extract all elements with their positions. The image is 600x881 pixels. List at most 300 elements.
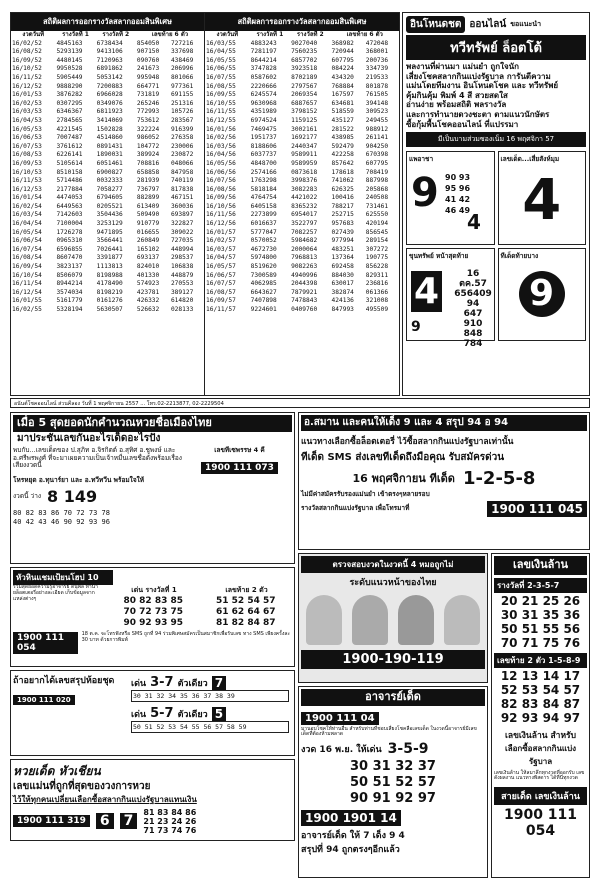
result-row <box>11 220 204 229</box>
result-cell: 4480145 <box>56 56 83 64</box>
side-grid-1 <box>494 594 587 650</box>
result-row <box>205 306 399 315</box>
tile-caption: ทีเด็ดท้ายบาง <box>500 251 539 260</box>
result-cell: 105726 <box>170 108 194 116</box>
result-row <box>11 143 204 152</box>
result-cell: 334739 <box>365 65 389 73</box>
result-cell: 16/02/55 <box>12 306 42 313</box>
ajarn-draw-num: 3-5-9 <box>387 741 429 758</box>
result-cell: 16/07/56 <box>206 177 236 185</box>
result-cell: 422258 <box>331 151 354 159</box>
result-cell: 957683 <box>331 220 354 228</box>
result-cell: 9471895 <box>96 228 123 236</box>
tile-caption: แพอาชา <box>409 155 434 164</box>
result-cell: 0161276 <box>96 297 123 305</box>
result-row <box>11 91 204 100</box>
section-check <box>298 553 488 683</box>
result-cell: 8702189 <box>291 73 318 81</box>
left-column <box>10 412 295 844</box>
result-cell: 4848700 <box>250 159 277 167</box>
result-cell: 910779 <box>136 220 160 228</box>
result-row <box>11 134 204 143</box>
result-cell: 16/05/56 <box>206 159 236 167</box>
line-5: รางวัลสลากกินแบ่งรัฐบาล เพื่อโทรมาที่ <box>301 504 410 513</box>
result-cell: 165102 <box>136 245 160 253</box>
result-row <box>11 65 204 74</box>
result-cell: 904250 <box>365 142 389 150</box>
result-cell: 7560235 <box>291 48 318 56</box>
result-cell: 16/06/55 <box>206 65 236 73</box>
results-tables <box>10 12 400 396</box>
result-cell: 3002161 <box>291 125 318 133</box>
sec4-phone: 1900 111 319 <box>13 815 90 827</box>
grid-row: 81 83 84 86 <box>143 807 197 817</box>
result-cell: 3876282 <box>56 91 83 99</box>
result-cell: 5984682 <box>291 237 318 245</box>
result-cell: 16/04/53 <box>12 116 42 124</box>
result-cell: 16/12/55 <box>206 116 236 124</box>
result-cell: 16/07/57 <box>206 280 236 288</box>
tile-num: 46 49 <box>445 206 471 216</box>
result-cell: 8607470 <box>56 254 83 262</box>
mid-title: ตรวจสอบงวดในงวดนี้ 4 หมอถูกไม่ <box>301 556 485 573</box>
result-cell: 854050 <box>136 39 160 47</box>
side-phone-label: สายเด็ด เลขเงินล้าน <box>494 787 587 805</box>
ad-line: แม่นโดยทีมงาน อินโหนดโชค และ ทวีทรัพย์ <box>406 81 559 91</box>
result-cell: 740119 <box>170 177 194 185</box>
result-cell: 16/10/53 <box>12 168 42 176</box>
result-cell: 817838 <box>170 185 194 193</box>
result-cell: 16/01/57 <box>206 228 236 236</box>
result-cell: 801066 <box>170 73 194 81</box>
result-cell: 788217 <box>331 202 354 210</box>
result-cell: 16/11/52 <box>12 73 42 81</box>
result-cell: 3082283 <box>291 185 318 193</box>
tile-num: 16 ตค.57 <box>459 268 487 289</box>
result-cell: 4421022 <box>291 194 318 202</box>
result-cell: 0587602 <box>250 73 277 81</box>
result-cell: 693137 <box>136 254 160 262</box>
result-row <box>205 57 399 66</box>
single-digit: 7 <box>212 676 226 690</box>
side-phone: 1900 111 054 <box>503 807 578 840</box>
result-cell: 16/06/56 <box>206 168 236 176</box>
result-row <box>205 65 399 74</box>
result-cell: 298537 <box>170 254 194 262</box>
result-cell: 625550 <box>365 211 389 219</box>
result-row <box>11 272 204 281</box>
result-cell: 6449563 <box>56 202 83 210</box>
result-cell: 240508 <box>365 194 389 202</box>
result-cell: 16/05/57 <box>206 263 236 271</box>
result-cell: 16/03/55 <box>206 39 236 47</box>
result-cell: 7100004 <box>56 220 83 228</box>
ad-line: คุ้มกินคุ้ม พิมพ์ 4 สี สวยสดใส <box>406 90 508 100</box>
result-cell: 634681 <box>331 99 354 107</box>
result-cell: 5630507 <box>96 306 123 313</box>
result-row <box>11 83 204 92</box>
result-row <box>205 194 399 203</box>
result-cell: 9888290 <box>56 82 83 90</box>
result-cell: 0307295 <box>56 99 83 107</box>
grid-row: 30 31 35 36 <box>500 607 581 622</box>
result-cell: 016655 <box>136 228 160 236</box>
result-cell: 16/05/55 <box>206 56 236 64</box>
tile-caption: เลขเด็ด...เสี่ยสังห์มุม <box>500 155 560 164</box>
result-row <box>205 169 399 178</box>
result-cell: 741062 <box>331 177 354 185</box>
result-cell: 281522 <box>331 125 354 133</box>
result-cell: 4062985 <box>250 280 277 288</box>
ad-line: ซื้อกุ้มพื้นโชคออนไลน์ ที่แปรรมา <box>406 119 519 129</box>
result-cell: 16/10/54 <box>12 271 42 279</box>
grid-row: 90 91 92 97 <box>350 791 436 807</box>
result-cell: 8944214 <box>56 280 83 288</box>
result-cell: 884030 <box>331 271 354 279</box>
result-cell: 692458 <box>331 263 354 271</box>
result-cell: 2574166 <box>250 168 277 176</box>
result-cell: 708419 <box>365 168 389 176</box>
side-label-1: รางวัลที่ 2-3-5-7 <box>494 578 587 593</box>
result-row <box>11 126 204 135</box>
result-row <box>205 91 399 100</box>
grid-row: 52 53 54 57 <box>500 682 581 697</box>
ad-date-pill: มีเป็นบามส่วมซองเน็ม 16 พฤศจิกา 57 <box>406 132 586 147</box>
den-number: 3-7 <box>150 675 174 690</box>
result-cell: 526632 <box>136 306 160 313</box>
result-cell: 708816 <box>136 159 160 167</box>
result-cell: 260849 <box>136 237 160 245</box>
result-cell: 995948 <box>136 73 160 81</box>
result-cell: 16/09/53 <box>12 159 42 167</box>
result-cell: 394148 <box>365 99 389 107</box>
result-cell: 3504436 <box>96 211 123 219</box>
info-strip: อนันต์โชคออนไลน์ ส่วนคีลอง วันที่ 1 พฤศจิกายน 2557 ... โทร.02-2213877, 02-2229504 <box>10 398 590 408</box>
ad-logo <box>406 16 586 33</box>
ad-big-name: ทวีทรัพย์ ล็อตโต้ <box>406 35 586 60</box>
result-cell: 236816 <box>365 280 389 288</box>
section-five-experts <box>10 412 295 564</box>
grid-row: 51 52 54 57 <box>216 596 276 606</box>
result-row <box>11 57 204 66</box>
result-cell: 8519620 <box>250 263 277 271</box>
result-cell: 727035 <box>170 237 194 245</box>
result-cell: 2220666 <box>250 82 277 90</box>
result-cell: 16/12/54 <box>12 288 42 296</box>
result-cell: 16/01/53 <box>12 91 42 99</box>
result-cell: 720944 <box>331 48 354 56</box>
label-den: เด่น <box>131 678 147 689</box>
result-cell: 5053142 <box>96 73 123 81</box>
result-cell: 389127 <box>170 288 194 296</box>
section-huahin <box>10 567 295 667</box>
result-cell: 7879921 <box>291 288 318 296</box>
result-cell: 0349076 <box>96 99 123 107</box>
result-cell: 16/11/57 <box>206 306 236 313</box>
result-cell: 3414069 <box>96 116 123 124</box>
person-photo <box>306 595 342 645</box>
result-cell: 048066 <box>170 159 194 167</box>
result-cell: 438469 <box>170 56 194 64</box>
result-row <box>205 117 399 126</box>
grid-row: 80 82 83 86 70 72 73 78 <box>13 509 110 518</box>
line-4: ไม่มีค่าสมัครรับรองแม่นยำ เข้าตรงๆหลายรอบ <box>301 489 430 498</box>
result-cell: 9589911 <box>291 151 318 159</box>
result-cell: 4221545 <box>56 125 83 133</box>
side-title: เลขเงินล้าน <box>494 556 587 575</box>
result-row <box>11 74 204 83</box>
result-cell: 847958 <box>170 168 194 176</box>
result-cell: 16/08/53 <box>12 151 42 159</box>
grid-row: 50 51 52 57 <box>350 775 436 791</box>
result-cell: 2273899 <box>250 211 277 219</box>
result-cell: 16/09/56 <box>206 194 236 202</box>
result-cell: 251316 <box>170 99 194 107</box>
result-cell: 5905449 <box>56 73 83 81</box>
result-cell: 5161779 <box>56 297 83 305</box>
result-cell: 3823137 <box>56 263 83 271</box>
result-row <box>205 151 399 160</box>
label-single: ตัวเดียว <box>177 678 208 689</box>
single-digit: 5 <box>212 707 226 721</box>
result-cell: 472048 <box>365 39 389 47</box>
result-cell: 219533 <box>365 73 389 81</box>
result-cell: 261141 <box>365 134 389 142</box>
grid-row: 70 72 73 75 <box>123 607 183 617</box>
results-left-table <box>11 31 204 315</box>
result-row <box>11 297 204 306</box>
result-cell: 281939 <box>136 177 160 185</box>
grid-row: 30 31 32 34 35 36 37 38 39 <box>131 690 289 702</box>
results-right-column <box>205 13 399 395</box>
headline-1: เมื่อ 5 สุดยอดนักคำนวณหวยชื่อเมืองไทย <box>13 415 292 432</box>
result-cell: 2069354 <box>291 91 318 99</box>
result-cell: 9589959 <box>291 159 318 167</box>
label-single: ตัวเดียว <box>177 709 208 720</box>
person-photo <box>352 595 388 645</box>
result-cell: 1502828 <box>96 125 123 133</box>
results-left-column <box>11 13 205 395</box>
side-body: เลขเงินล้าน ให้ลมาลึกทุกงวดที่ออกรับ เลขดังผลงาน แนวทางพิสดาร ได้ที่นี่ทุกงวด <box>494 769 585 782</box>
result-cell: 8198219 <box>96 288 123 296</box>
result-cell: 16/03/56 <box>206 142 236 150</box>
ad-line: เสี่ยงโชคสลากกินแบ่งรัฐบาล การันตีความ <box>406 71 551 81</box>
tile-digit: 4 <box>411 271 442 312</box>
result-cell: 607795 <box>331 56 354 64</box>
result-cell: 6037737 <box>250 151 277 159</box>
draw-label: งวดนี้ ว่าง <box>13 491 42 500</box>
result-cell: 190775 <box>365 254 389 262</box>
line-2: ทีเด็ด SMS ส่งเลขทีเด็ดถึงมือคุณ รับสมัครด่วน <box>301 451 505 463</box>
result-cell: 3761612 <box>56 142 83 150</box>
result-row <box>205 74 399 83</box>
tile-num: 656409 <box>454 288 492 299</box>
result-cell: 6051461 <box>96 159 123 167</box>
result-cell: 761505 <box>365 91 389 99</box>
result-cell: 6891862 <box>96 65 123 73</box>
result-cell: 3566441 <box>96 237 123 245</box>
result-cell: 230006 <box>170 142 194 150</box>
result-cell: 907150 <box>136 48 160 56</box>
den-number: 5-7 <box>150 706 174 721</box>
result-cell: 104772 <box>136 142 160 150</box>
ajarn-phone2: 1900 1901 14 <box>301 810 401 826</box>
ajarn-foot: อาจารย์เด็ด ให้ 7 เด็ง 9 4 <box>301 831 405 842</box>
section-huaychien <box>10 759 295 841</box>
result-cell: 6245574 <box>250 91 277 99</box>
result-cell: 467151 <box>170 194 194 202</box>
side-grid-2 <box>494 669 587 725</box>
result-cell: 1890031 <box>96 151 123 159</box>
result-cell: 5293139 <box>56 48 83 56</box>
result-row <box>11 108 204 117</box>
result-cell: 9224601 <box>250 306 277 313</box>
result-cell: 9082263 <box>291 263 318 271</box>
result-row <box>205 48 399 57</box>
result-cell: 6887657 <box>291 99 318 107</box>
result-cell: 8644214 <box>250 56 277 64</box>
result-cell: 824010 <box>136 263 160 271</box>
col-prize1: รางวัลที่ 1 <box>256 31 284 38</box>
result-row <box>11 40 204 49</box>
result-row <box>11 289 204 298</box>
result-cell: 8188606 <box>250 142 277 150</box>
result-cell: 4514860 <box>96 134 123 142</box>
result-cell: 16/04/57 <box>206 254 236 262</box>
result-cell: 9630968 <box>250 99 277 107</box>
result-cell: 3923518 <box>291 65 318 73</box>
tile-num: 95 96 <box>445 184 471 194</box>
result-cell: 6596855 <box>56 245 83 253</box>
result-row <box>205 40 399 49</box>
result-cell: 16/04/56 <box>206 151 236 159</box>
result-cell: 16/09/54 <box>12 263 42 271</box>
grid-row: 82 83 84 87 <box>500 696 581 711</box>
result-cell: 028133 <box>170 306 194 313</box>
result-cell: 423781 <box>136 288 160 296</box>
result-row <box>11 160 204 169</box>
ajarn-title: อาจารย์เด็ด <box>301 689 485 706</box>
tile-caption: ขุนทรัพย์ หน้าสุดท้าย <box>409 251 469 260</box>
sec4-digit: 6 <box>96 813 114 829</box>
person-photo <box>444 595 480 645</box>
result-cell: 16/03/57 <box>206 245 236 253</box>
col-prize2: รางวัลที่ 2 <box>296 31 324 38</box>
result-cell: 3998376 <box>291 177 318 185</box>
col-last6: เลขท้าย 6 ตัว <box>151 31 189 38</box>
result-cell: 731461 <box>365 202 389 210</box>
result-row <box>11 186 204 195</box>
result-cell: 592479 <box>331 142 354 150</box>
result-cell: 664771 <box>136 82 160 90</box>
result-cell: 100416 <box>331 194 354 202</box>
ad-line: อ่านง่าย พร้อมสถิติ พลรางวัล <box>406 100 507 110</box>
result-cell: 882899 <box>136 194 160 202</box>
grid-row: 20 21 25 26 <box>500 593 581 608</box>
result-cell: 249455 <box>365 116 389 124</box>
col-prize2: รางวัลที่ 2 <box>102 31 130 38</box>
result-cell: 2000064 <box>291 245 318 253</box>
tile-bang <box>498 248 587 342</box>
result-row <box>205 289 399 298</box>
grid-row: 40 42 43 46 90 92 93 96 <box>13 518 110 527</box>
result-cell: 448994 <box>170 245 194 253</box>
result-cell: 16/01/56 <box>206 125 236 133</box>
result-cell: 0570052 <box>250 237 277 245</box>
result-cell: 6016637 <box>250 220 277 228</box>
result-cell: 16/11/54 <box>12 280 42 288</box>
result-cell: 16/12/52 <box>12 82 42 90</box>
result-row <box>205 237 399 246</box>
result-cell: 772993 <box>136 108 160 116</box>
result-row <box>205 203 399 212</box>
result-cell: 4178490 <box>96 280 123 288</box>
brand-online: ออนไลน์ <box>469 19 507 30</box>
side-label-2: เลขท้าย 2 ตัว 1-5-8-9 <box>494 653 587 668</box>
result-cell: 977361 <box>170 82 194 90</box>
result-cell: 7142603 <box>56 211 83 219</box>
section-money <box>491 553 590 878</box>
result-cell: 16/01/54 <box>12 194 42 202</box>
result-cell: 206996 <box>170 65 194 73</box>
result-cell: 322224 <box>136 125 160 133</box>
result-cell: 309523 <box>365 108 389 116</box>
result-cell: 6974524 <box>250 116 277 124</box>
result-cell: 420194 <box>365 220 389 228</box>
result-row <box>11 169 204 178</box>
side-foot-1: เลขเงินล้าน สำหรับ <box>504 730 577 741</box>
result-cell: 230872 <box>170 151 194 159</box>
result-cell: 16/08/52 <box>12 48 42 56</box>
sec2-note: 18 ต.ค. จะโทรฟังหรือ SMS ถูกที่ 94 ร่วมพิเศษสมัครเป็นสมาชิกเพื่อรับเลข ทาง SMS เพียงครั้งละ 30 บาท ด้วยการพิมพ์ <box>81 631 291 643</box>
result-cell: 2440347 <box>291 142 318 150</box>
result-cell: 16/05/53 <box>12 125 42 133</box>
result-cell: 16/08/55 <box>206 82 236 90</box>
result-cell: 276358 <box>170 134 194 142</box>
result-cell: 691155 <box>170 91 194 99</box>
result-cell: 6346367 <box>56 108 83 116</box>
result-row <box>205 263 399 272</box>
sec4-sub: ไว้ให้ทุกคนเปลี่ยนเลือกซื้อสลากกินแบ่งรัฐบาลแทนเงิน <box>13 794 197 804</box>
result-row <box>205 160 399 169</box>
results-left-title: สถิติผลการออกรางวัลสลากออมสินพิเศษ <box>11 13 204 31</box>
result-row <box>11 203 204 212</box>
result-cell: 16/10/56 <box>206 202 236 210</box>
result-cell: 027439 <box>331 228 354 236</box>
result-row <box>205 280 399 289</box>
ajarn-phone: 1900 111 04 <box>301 712 379 725</box>
sec2-col2: เลขท้าย 2 ตัว <box>225 586 268 594</box>
result-cell: 5974800 <box>250 254 277 262</box>
result-cell: 6405158 <box>250 202 277 210</box>
result-cell: 137364 <box>331 254 354 262</box>
sec1-body: พบกับ...เลขเด็ดของ ป.สุภิท อ.จิรกิตต์ อ.สุทิศ อ.ชูพงษ์ และ อ.ศรีพรพงศ์ ที่จะมาเผยความเป็นเจ้าหมื่นเลขชื่อดังพร้อมเรื่องเสียงงวดนี้ <box>13 446 182 470</box>
result-cell: 4474053 <box>56 194 83 202</box>
tile-digit: 4 <box>522 168 562 234</box>
result-row <box>11 194 204 203</box>
col-prize1: รางวัลที่ 1 <box>62 31 89 38</box>
ad-line: พลงานที่ผ่านมา แม่นยำ ถูกใจนัก <box>406 62 519 71</box>
result-cell: 4351989 <box>250 108 277 116</box>
label-den: เด่น <box>131 709 147 720</box>
result-cell: 977994 <box>331 237 354 245</box>
result-cell: 509490 <box>136 211 160 219</box>
result-cell: 7120963 <box>96 56 123 64</box>
sec2-phone: 1900 111 054 <box>13 632 78 654</box>
phone-a: 1900 111 045 <box>487 501 587 517</box>
line-3-number: 1-2-5-8 <box>462 467 536 489</box>
sec2-title: หัวหินแชมเป้ยนโฮป 10 <box>13 570 113 585</box>
